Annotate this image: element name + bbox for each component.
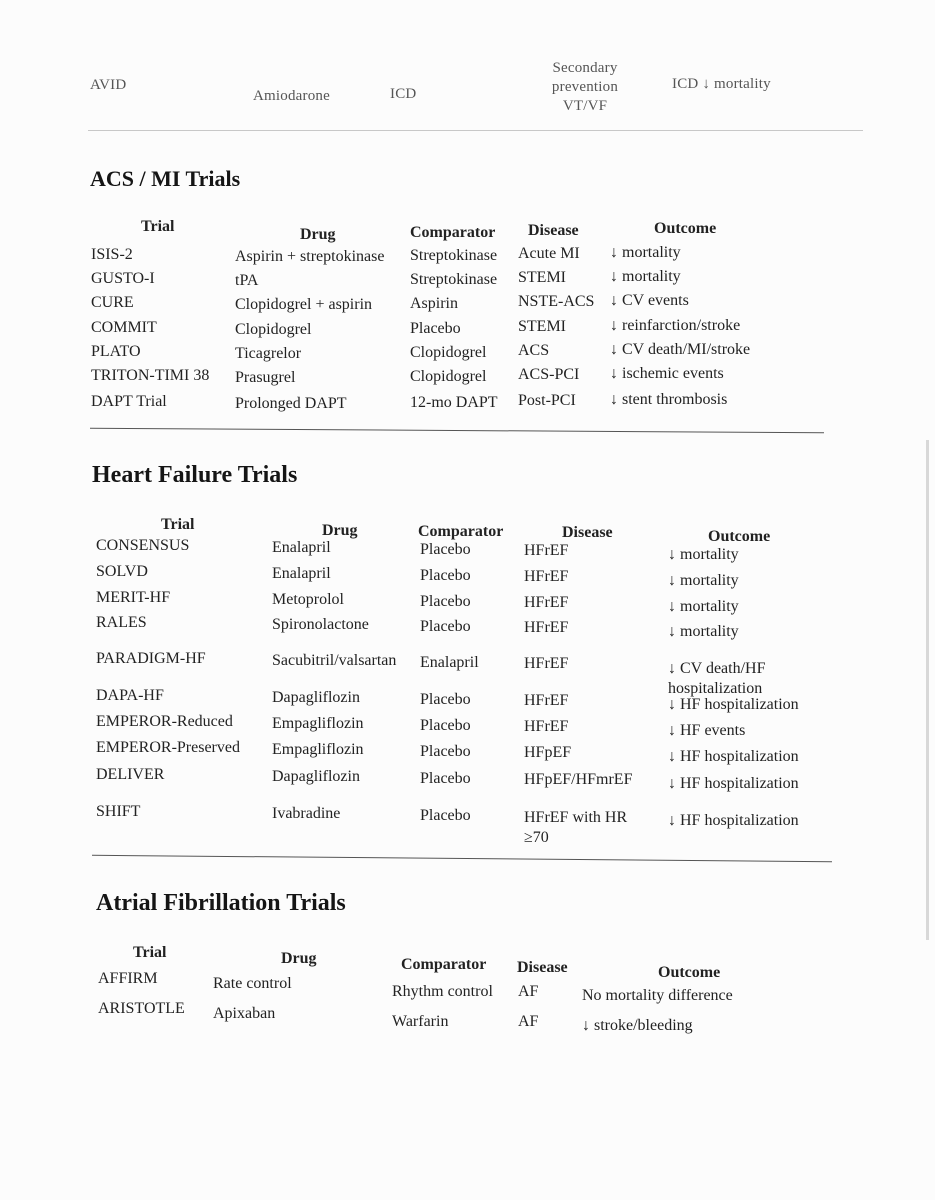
avid-disease: Secondary prevention VT/VF: [551, 60, 619, 114]
af-row-2-trial: ARISTOTLE: [98, 1000, 185, 1017]
hf-row-5-trial: PARADIGM-HF: [96, 650, 206, 667]
top-divider: [88, 130, 863, 131]
avid-drug: Amiodarone: [253, 88, 330, 104]
af-header-outcome: Outcome: [658, 964, 721, 981]
hf-row-2-trial: SOLVD: [96, 563, 148, 580]
acs-row-1-outcome: ↓ mortality: [610, 244, 681, 261]
hf-header-outcome: Outcome: [708, 528, 771, 545]
acs-row-1-comparator: Streptokinase: [410, 247, 498, 264]
hf-row-7-outcome: ↓ HF events: [668, 722, 746, 739]
af-header-drug: Drug: [281, 950, 317, 967]
af-header-comparator: Comparator: [401, 956, 487, 973]
acs-header-trial: Trial: [141, 218, 175, 235]
acs-row-5-trial: PLATO: [91, 343, 141, 360]
acs-divider: [90, 428, 824, 433]
hf-row-3-outcome: ↓ mortality: [668, 598, 739, 615]
af-row-2-disease: AF: [518, 1013, 539, 1030]
acs-row-4-outcome: ↓ reinfarction/stroke: [610, 317, 741, 334]
hf-row-4-disease: HFrEF: [524, 619, 569, 636]
acs-row-1-trial: ISIS-2: [91, 246, 133, 263]
hf-row-8-outcome: ↓ HF hospitalization: [668, 748, 799, 765]
acs-row-2-trial: GUSTO-I: [91, 270, 155, 287]
acs-row-3-comparator: Aspirin: [410, 295, 458, 312]
af-row-1-drug: Rate control: [213, 975, 292, 992]
acs-row-6-comparator: Clopidogrel: [410, 368, 487, 385]
hf-row-6-comparator: Placebo: [420, 691, 471, 708]
hf-row-9-outcome: ↓ HF hospitalization: [668, 775, 799, 792]
hf-section-title: Heart Failure Trials: [92, 462, 298, 488]
hf-row-8-disease: HFpEF: [524, 744, 572, 761]
acs-row-5-disease: ACS: [518, 342, 550, 359]
hf-row-4-comparator: Placebo: [420, 618, 471, 635]
avid-outcome: ICD ↓ mortality: [672, 76, 771, 92]
acs-row-4-disease: STEMI: [518, 318, 566, 335]
hf-divider: [92, 855, 832, 862]
hf-row-1-drug: Enalapril: [272, 539, 331, 556]
acs-row-6-drug: Prasugrel: [235, 369, 296, 386]
hf-row-8-drug: Empagliflozin: [272, 741, 364, 758]
af-section-title: Atrial Fibrillation Trials: [96, 890, 346, 916]
avid-trial: AVID: [90, 77, 127, 93]
acs-row-4-trial: COMMIT: [91, 319, 157, 336]
acs-header-outcome: Outcome: [654, 220, 717, 237]
hf-row-2-outcome: ↓ mortality: [668, 572, 739, 589]
page-edge-shadow: [926, 440, 929, 940]
acs-row-3-trial: CURE: [91, 294, 134, 311]
af-row-2-drug: Apixaban: [213, 1005, 276, 1022]
acs-row-2-outcome: ↓ mortality: [610, 268, 681, 285]
acs-row-3-disease: NSTE-ACS: [518, 293, 595, 310]
hf-row-2-comparator: Placebo: [420, 567, 471, 584]
acs-row-7-disease: Post-PCI: [518, 392, 576, 409]
hf-row-8-trial: EMPEROR-Preserved: [96, 739, 240, 756]
acs-row-2-disease: STEMI: [518, 269, 566, 286]
acs-row-5-outcome: ↓ CV death/MI/stroke: [610, 341, 751, 358]
hf-row-5-disease: HFrEF: [524, 655, 569, 672]
hf-row-2-drug: Enalapril: [272, 565, 331, 582]
af-header-disease: Disease: [517, 959, 568, 976]
hf-row-4-drug: Spironolactone: [272, 616, 369, 633]
hf-row-1-comparator: Placebo: [420, 541, 471, 558]
hf-row-7-disease: HFrEF: [524, 718, 569, 735]
acs-row-3-drug: Clopidogrel + aspirin: [235, 296, 373, 313]
acs-row-3-outcome: ↓ CV events: [610, 292, 689, 309]
hf-row-1-outcome: ↓ mortality: [668, 546, 739, 563]
hf-row-3-disease: HFrEF: [524, 594, 569, 611]
hf-row-7-trial: EMPEROR-Reduced: [96, 713, 233, 730]
acs-row-7-comparator: 12-mo DAPT: [410, 394, 498, 411]
acs-row-6-outcome: ↓ ischemic events: [610, 365, 724, 382]
hf-row-9-drug: Dapagliflozin: [272, 768, 360, 785]
hf-row-8-comparator: Placebo: [420, 743, 471, 760]
acs-row-1-disease: Acute MI: [518, 245, 580, 262]
hf-header-trial: Trial: [161, 516, 195, 533]
hf-row-9-trial: DELIVER: [96, 766, 165, 783]
hf-row-2-disease: HFrEF: [524, 568, 569, 585]
hf-row-9-disease: HFpEF/HFmrEF: [524, 771, 633, 788]
hf-header-comparator: Comparator: [418, 523, 504, 540]
acs-row-5-comparator: Clopidogrel: [410, 344, 487, 361]
hf-row-10-drug: Ivabradine: [272, 805, 341, 822]
acs-row-4-comparator: Placebo: [410, 320, 461, 337]
hf-row-10-trial: SHIFT: [96, 803, 141, 820]
acs-row-2-comparator: Streptokinase: [410, 271, 498, 288]
acs-header-comparator: Comparator: [410, 224, 496, 241]
acs-row-7-outcome: ↓ stent thrombosis: [610, 391, 728, 408]
acs-row-1-drug: Aspirin + streptokinase: [235, 248, 385, 265]
acs-row-7-trial: DAPT Trial: [91, 393, 167, 410]
acs-row-7-drug: Prolonged DAPT: [235, 395, 347, 412]
avid-comparator: ICD: [390, 86, 417, 102]
hf-row-4-outcome: ↓ mortality: [668, 623, 739, 640]
hf-row-5-comparator: Enalapril: [420, 654, 479, 671]
hf-row-1-disease: HFrEF: [524, 542, 569, 559]
hf-row-6-outcome: ↓ HF hospitalization: [668, 696, 799, 713]
hf-row-9-comparator: Placebo: [420, 770, 471, 787]
acs-header-drug: Drug: [300, 226, 336, 243]
af-row-1-disease: AF: [518, 983, 539, 1000]
acs-row-4-drug: Clopidogrel: [235, 321, 312, 338]
af-row-1-trial: AFFIRM: [98, 970, 158, 987]
hf-row-7-drug: Empagliflozin: [272, 715, 364, 732]
af-row-2-comparator: Warfarin: [392, 1013, 449, 1030]
acs-row-6-trial: TRITON-TIMI 38: [91, 367, 210, 384]
hf-row-6-trial: DAPA-HF: [96, 687, 164, 704]
hf-row-10-outcome: ↓ HF hospitalization: [668, 812, 799, 829]
hf-row-3-comparator: Placebo: [420, 593, 471, 610]
af-row-1-comparator: Rhythm control: [392, 983, 493, 1000]
acs-section-title: ACS / MI Trials: [90, 166, 241, 191]
af-header-trial: Trial: [133, 944, 167, 961]
hf-row-10-disease: HFrEF with HR ≥70: [524, 809, 628, 846]
hf-row-6-disease: HFrEF: [524, 692, 569, 709]
hf-row-4-trial: RALES: [96, 614, 147, 631]
hf-row-3-drug: Metoprolol: [272, 591, 344, 608]
af-row-1-outcome: No mortality difference: [582, 987, 733, 1004]
hf-row-6-drug: Dapagliflozin: [272, 689, 360, 706]
hf-header-drug: Drug: [322, 522, 358, 539]
hf-row-10-comparator: Placebo: [420, 807, 471, 824]
acs-row-2-drug: tPA: [235, 272, 259, 289]
hf-header-disease: Disease: [562, 524, 613, 541]
hf-row-7-comparator: Placebo: [420, 717, 471, 734]
hf-row-5-drug: Sacubitril/valsartan: [272, 652, 397, 669]
acs-row-5-drug: Ticagrelor: [235, 345, 302, 362]
hf-row-5-outcome: ↓ CV death/HF hospitalization: [668, 660, 766, 697]
acs-header-disease: Disease: [528, 222, 579, 239]
af-row-2-outcome: ↓ stroke/bleeding: [582, 1017, 693, 1034]
acs-row-6-disease: ACS-PCI: [518, 366, 580, 383]
hf-row-3-trial: MERIT-HF: [96, 589, 171, 606]
hf-row-1-trial: CONSENSUS: [96, 537, 190, 554]
